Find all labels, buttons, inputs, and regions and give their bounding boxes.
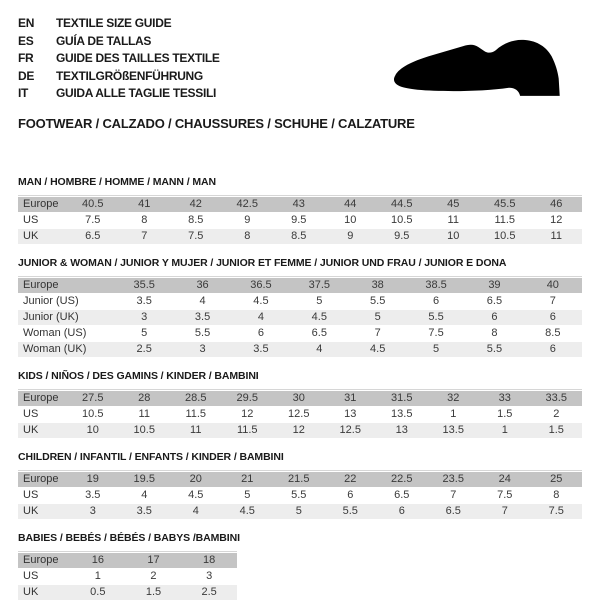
language-code: ES xyxy=(18,33,34,48)
size-cell: 10.5 xyxy=(376,213,428,228)
row-label: US xyxy=(18,488,67,503)
row-label: UK xyxy=(18,229,67,244)
size-cell: 19 xyxy=(67,472,119,487)
size-cell: 20 xyxy=(170,472,222,487)
size-cell: 5 xyxy=(407,342,465,357)
size-cell: 36.5 xyxy=(232,278,290,293)
row-label: US xyxy=(18,407,67,422)
size-cell: 40.5 xyxy=(67,197,119,212)
size-cell: 7.5 xyxy=(67,213,119,228)
size-cell: 3.5 xyxy=(115,294,173,309)
table-row xyxy=(18,342,582,357)
size-cell: 41 xyxy=(119,197,171,212)
size-cell: 7 xyxy=(479,504,531,519)
size-cell: 23.5 xyxy=(428,472,480,487)
size-cell: 1.5 xyxy=(531,423,583,438)
table-row xyxy=(18,585,237,600)
size-cell: 18 xyxy=(181,553,237,568)
size-cell: 22 xyxy=(325,472,377,487)
size-cell: 12.5 xyxy=(325,423,377,438)
size-cell: 29.5 xyxy=(222,391,274,406)
size-cell: 28.5 xyxy=(170,391,222,406)
size-cell: 43 xyxy=(273,197,325,212)
size-cell: 10 xyxy=(428,229,480,244)
row-label: Junior (US) xyxy=(18,294,115,309)
table-row xyxy=(18,553,237,568)
size-cell: 9.5 xyxy=(376,229,428,244)
size-cell: 10.5 xyxy=(67,407,119,422)
size-cell: 32 xyxy=(428,391,480,406)
size-cell: 13.5 xyxy=(428,423,480,438)
size-cell: 6 xyxy=(376,504,428,519)
size-cell: 10.5 xyxy=(479,229,531,244)
size-cell: 17 xyxy=(126,553,182,568)
table-title: BABIES / BEBÉS / BÉBÉS / BABYS /BAMBINI xyxy=(18,531,240,544)
size-cell: 27.5 xyxy=(67,391,119,406)
row-label: Woman (UK) xyxy=(18,342,115,357)
size-cell: 39 xyxy=(465,278,523,293)
size-cell: 13 xyxy=(376,423,428,438)
size-cell: 6.5 xyxy=(428,504,480,519)
language-label: GUIDE DES TAILLES TEXTILE xyxy=(56,51,220,65)
size-cell: 42.5 xyxy=(222,197,274,212)
size-table xyxy=(18,276,582,358)
size-cell: 28 xyxy=(119,391,171,406)
table-row xyxy=(18,504,582,519)
category-title: FOOTWEAR / CALZADO / CHAUSSURES / SCHUHE / CALZATURE xyxy=(18,115,415,131)
size-cell: 7 xyxy=(349,326,407,341)
size-cell: 42 xyxy=(170,197,222,212)
table-row xyxy=(18,294,582,309)
table-row xyxy=(18,423,582,438)
size-cell: 5.5 xyxy=(407,310,465,325)
size-cell: 4 xyxy=(173,294,231,309)
language-label: TEXTILE SIZE GUIDE xyxy=(56,16,172,30)
row-label: UK xyxy=(18,423,67,438)
language-code: DE xyxy=(18,68,35,83)
table-row xyxy=(18,472,582,487)
table-title: CHILDREN / INFANTIL / ENFANTS / KINDER / BAMBINI xyxy=(18,450,284,463)
size-cell: 1.5 xyxy=(479,407,531,422)
table-row xyxy=(18,488,582,503)
size-cell: 12 xyxy=(273,423,325,438)
size-cell: 46 xyxy=(531,197,583,212)
size-cell: 0.5 xyxy=(70,585,126,600)
size-cell: 11 xyxy=(119,407,171,422)
size-cell: 1 xyxy=(70,569,126,584)
row-label: Woman (US) xyxy=(18,326,115,341)
row-label: UK xyxy=(18,585,70,600)
row-label: Europe xyxy=(18,391,67,406)
size-cell: 21 xyxy=(222,472,274,487)
size-cell: 2.5 xyxy=(181,585,237,600)
size-cell: 7.5 xyxy=(531,504,583,519)
size-cell: 7 xyxy=(428,488,480,503)
size-cell: 6 xyxy=(465,310,523,325)
size-cell: 4 xyxy=(232,310,290,325)
size-cell: 1 xyxy=(428,407,480,422)
size-cell: 8.5 xyxy=(524,326,582,341)
size-cell: 6 xyxy=(232,326,290,341)
size-cell: 8.5 xyxy=(170,213,222,228)
language-label: TEXTILGRÖßENFÜHRUNG xyxy=(56,68,203,83)
size-table-section xyxy=(18,370,582,439)
size-cell: 10.5 xyxy=(119,423,171,438)
size-cell: 24 xyxy=(479,472,531,487)
size-table xyxy=(18,470,582,520)
size-cell: 8 xyxy=(222,229,274,244)
size-cell: 30 xyxy=(273,391,325,406)
size-cell: 19.5 xyxy=(119,472,171,487)
size-cell: 2 xyxy=(126,569,182,584)
size-cell: 5 xyxy=(115,326,173,341)
size-cell: 10 xyxy=(67,423,119,438)
size-table-section xyxy=(18,176,582,245)
size-cell: 2.5 xyxy=(115,342,173,357)
size-table-section xyxy=(18,451,582,520)
size-cell: 3.5 xyxy=(173,310,231,325)
size-cell: 7.5 xyxy=(170,229,222,244)
table-row xyxy=(18,213,582,228)
row-label: Europe xyxy=(18,278,115,293)
size-cell: 11.5 xyxy=(222,423,274,438)
size-cell: 33 xyxy=(479,391,531,406)
size-cell: 5 xyxy=(222,488,274,503)
size-cell: 4 xyxy=(170,504,222,519)
size-cell: 8 xyxy=(531,488,583,503)
size-cell: 1 xyxy=(479,423,531,438)
size-cell: 13 xyxy=(325,407,377,422)
size-cell: 35.5 xyxy=(115,278,173,293)
size-cell: 5 xyxy=(290,294,348,309)
size-cell: 4 xyxy=(290,342,348,357)
size-cell: 11.5 xyxy=(170,407,222,422)
size-cell: 4.5 xyxy=(290,310,348,325)
size-cell: 6.5 xyxy=(290,326,348,341)
size-cell: 7.5 xyxy=(479,488,531,503)
size-cell: 5.5 xyxy=(273,488,325,503)
table-row xyxy=(18,569,237,584)
size-cell: 12 xyxy=(531,213,583,228)
size-cell: 7 xyxy=(119,229,171,244)
table-title: KIDS / NIÑOS / DES GAMINS / KINDER / BAMBINI xyxy=(18,369,259,382)
row-label: US xyxy=(18,213,67,228)
size-cell: 13.5 xyxy=(376,407,428,422)
size-cell: 4 xyxy=(119,488,171,503)
size-cell: 22.5 xyxy=(376,472,428,487)
size-cell: 3 xyxy=(115,310,173,325)
table-title: MAN / HOMBRE / HOMME / MANN / MAN xyxy=(18,175,216,188)
size-cell: 3.5 xyxy=(232,342,290,357)
size-cell: 31.5 xyxy=(376,391,428,406)
size-cell: 33.5 xyxy=(531,391,583,406)
size-cell: 37.5 xyxy=(290,278,348,293)
size-cell: 5 xyxy=(273,504,325,519)
language-code: IT xyxy=(18,86,29,100)
size-cell: 1.5 xyxy=(126,585,182,600)
language-code: FR xyxy=(18,51,34,65)
size-cell: 4.5 xyxy=(349,342,407,357)
row-label: UK xyxy=(18,504,67,519)
size-cell: 7.5 xyxy=(407,326,465,341)
size-cell: 38.5 xyxy=(407,278,465,293)
size-cell: 5.5 xyxy=(465,342,523,357)
row-label: Europe xyxy=(18,553,70,568)
size-cell: 3 xyxy=(181,569,237,584)
size-cell: 3.5 xyxy=(119,504,171,519)
size-cell: 45.5 xyxy=(479,197,531,212)
size-cell: 5.5 xyxy=(349,294,407,309)
size-cell: 9 xyxy=(325,229,377,244)
size-cell: 4.5 xyxy=(222,504,274,519)
language-label: GUÍA DE TALLAS xyxy=(56,33,152,48)
size-cell: 9.5 xyxy=(273,213,325,228)
size-cell: 8.5 xyxy=(273,229,325,244)
language-code: EN xyxy=(18,16,35,30)
size-table xyxy=(18,389,582,439)
table-row xyxy=(18,278,582,293)
size-cell: 21.5 xyxy=(273,472,325,487)
size-cell: 5.5 xyxy=(173,326,231,341)
size-cell: 11 xyxy=(531,229,583,244)
language-row xyxy=(18,15,582,33)
size-cell: 3 xyxy=(173,342,231,357)
size-cell: 6.5 xyxy=(67,229,119,244)
size-cell: 6 xyxy=(407,294,465,309)
row-label: Junior (UK) xyxy=(18,310,115,325)
size-cell: 6.5 xyxy=(465,294,523,309)
language-label: GUIDA ALLE TAGLIE TESSILI xyxy=(56,86,217,100)
table-row xyxy=(18,310,582,325)
table-row xyxy=(18,229,582,244)
header xyxy=(18,15,582,103)
size-cell: 8 xyxy=(119,213,171,228)
size-cell: 12 xyxy=(222,407,274,422)
size-cell: 31 xyxy=(325,391,377,406)
size-cell: 6 xyxy=(325,488,377,503)
size-table xyxy=(18,551,237,600)
size-cell: 4.5 xyxy=(232,294,290,309)
size-cell: 5 xyxy=(349,310,407,325)
size-cell: 9 xyxy=(222,213,274,228)
size-cell: 36 xyxy=(173,278,231,293)
size-cell: 6 xyxy=(524,310,582,325)
size-cell: 3.5 xyxy=(67,488,119,503)
table-row xyxy=(18,391,582,406)
size-cell: 5.5 xyxy=(325,504,377,519)
size-cell: 2 xyxy=(531,407,583,422)
size-tables xyxy=(18,176,582,600)
size-cell: 40 xyxy=(524,278,582,293)
size-cell: 25 xyxy=(531,472,583,487)
table-row xyxy=(18,326,582,341)
size-table-section xyxy=(18,257,582,358)
table-row xyxy=(18,407,582,422)
size-cell: 44 xyxy=(325,197,377,212)
size-cell: 12.5 xyxy=(273,407,325,422)
size-table-section xyxy=(18,532,582,600)
dress-shoe-icon xyxy=(392,38,570,103)
row-label: Europe xyxy=(18,197,67,212)
size-cell: 11 xyxy=(428,213,480,228)
size-cell: 4.5 xyxy=(170,488,222,503)
size-cell: 16 xyxy=(70,553,126,568)
row-label: US xyxy=(18,569,70,584)
size-cell: 7 xyxy=(524,294,582,309)
table-title: JUNIOR & WOMAN / JUNIOR Y MUJER / JUNIOR ET FEMME / JUNIOR UND FRAU / JUNIOR E DONA xyxy=(18,256,507,269)
size-cell: 44.5 xyxy=(376,197,428,212)
size-cell: 45 xyxy=(428,197,480,212)
table-row xyxy=(18,197,582,212)
size-cell: 6 xyxy=(524,342,582,357)
size-cell: 38 xyxy=(349,278,407,293)
size-cell: 11.5 xyxy=(479,213,531,228)
size-cell: 11 xyxy=(170,423,222,438)
size-table xyxy=(18,195,582,245)
size-cell: 10 xyxy=(325,213,377,228)
size-cell: 6.5 xyxy=(376,488,428,503)
row-label: Europe xyxy=(18,472,67,487)
size-cell: 8 xyxy=(465,326,523,341)
size-cell: 3 xyxy=(67,504,119,519)
